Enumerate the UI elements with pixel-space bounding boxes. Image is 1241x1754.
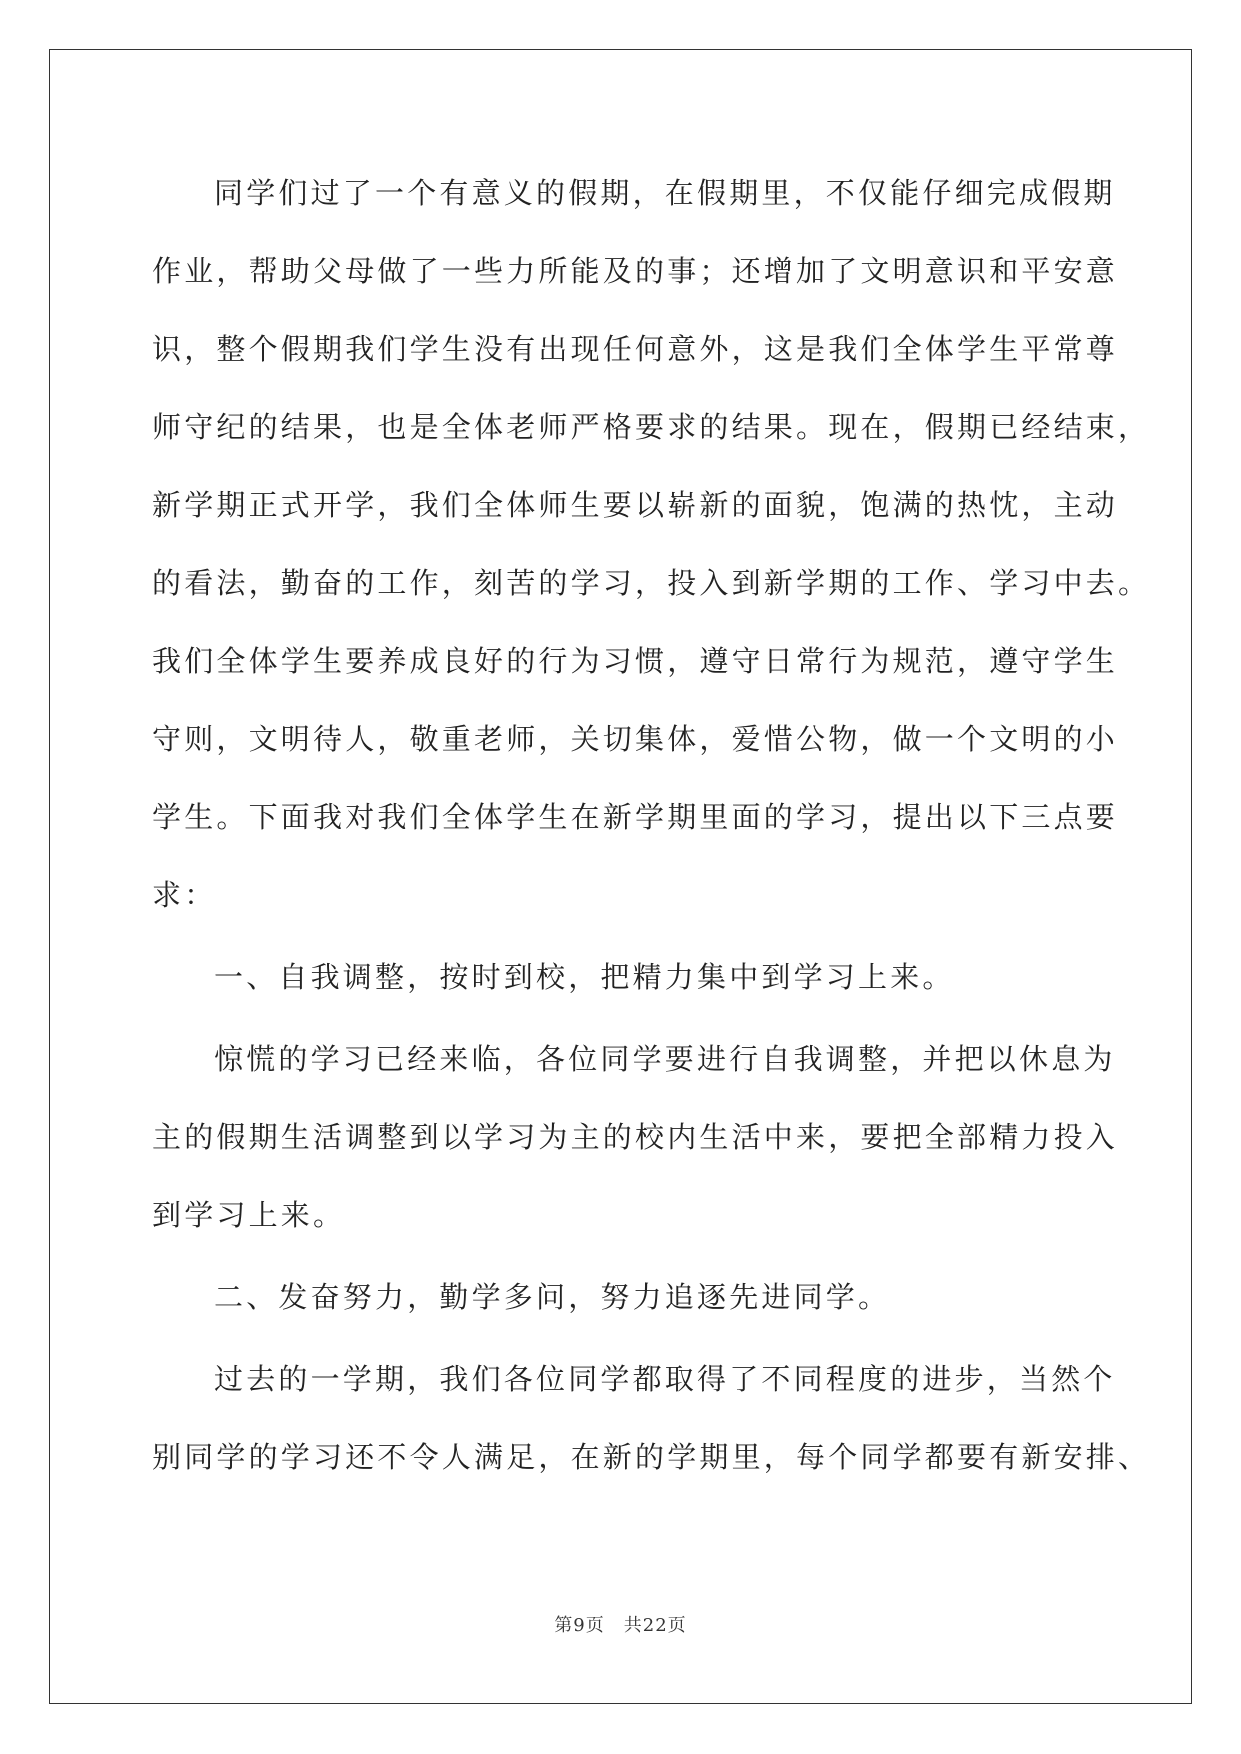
paragraph-line: 识，整个假期我们学生没有出现任何意外，这是我们全体学生平常尊	[152, 332, 1119, 366]
paragraph-line: 求：	[152, 878, 217, 912]
page-number: 第9页 共22页	[554, 1615, 687, 1636]
paragraph-line: 过去的一学期，我们各位同学都取得了不同程度的进步，当然个	[214, 1362, 1116, 1396]
section-heading: 二、发奋努力，勤学多问，努力追逐先进同学。	[214, 1280, 891, 1314]
paragraph-line: 同学们过了一个有意义的假期，在假期里，不仅能仔细完成假期	[214, 176, 1116, 210]
paragraph-line: 新学期正式开学，我们全体师生要以崭新的面貌，饱满的热忱，主动	[152, 488, 1119, 522]
paragraph-line: 作业，帮助父母做了一些力所能及的事；还增加了文明意识和平安意	[152, 254, 1119, 288]
paragraph-line: 主的假期生活调整到以学习为主的校内生活中来，要把全部精力投入	[152, 1120, 1119, 1154]
paragraph-line: 到学习上来。	[152, 1198, 346, 1232]
paragraph-line: 守则，文明待人，敬重老师，关切集体，爱惜公物，做一个文明的小	[152, 722, 1119, 756]
paragraph-line: 的看法，勤奋的工作，刻苦的学习，投入到新学期的工作、学习中去。	[152, 566, 1151, 600]
paragraph-line: 别同学的学习还不令人满足，在新的学期里，每个同学都要有新安排、	[152, 1440, 1151, 1474]
paragraph-line: 我们全体学生要养成良好的行为习惯，遵守日常行为规范，遵守学生	[152, 644, 1119, 678]
section-heading: 一、自我调整，按时到校，把精力集中到学习上来。	[214, 960, 955, 994]
page-footer	[0, 1611, 1241, 1637]
paragraph-line: 师守纪的结果，也是全体老师严格要求的结果。现在，假期已经结束，	[152, 410, 1151, 444]
paragraph-line: 学生。下面我对我们全体学生在新学期里面的学习，提出以下三点要	[152, 800, 1119, 834]
paragraph-line: 惊慌的学习已经来临，各位同学要进行自我调整，并把以休息为	[214, 1042, 1116, 1076]
